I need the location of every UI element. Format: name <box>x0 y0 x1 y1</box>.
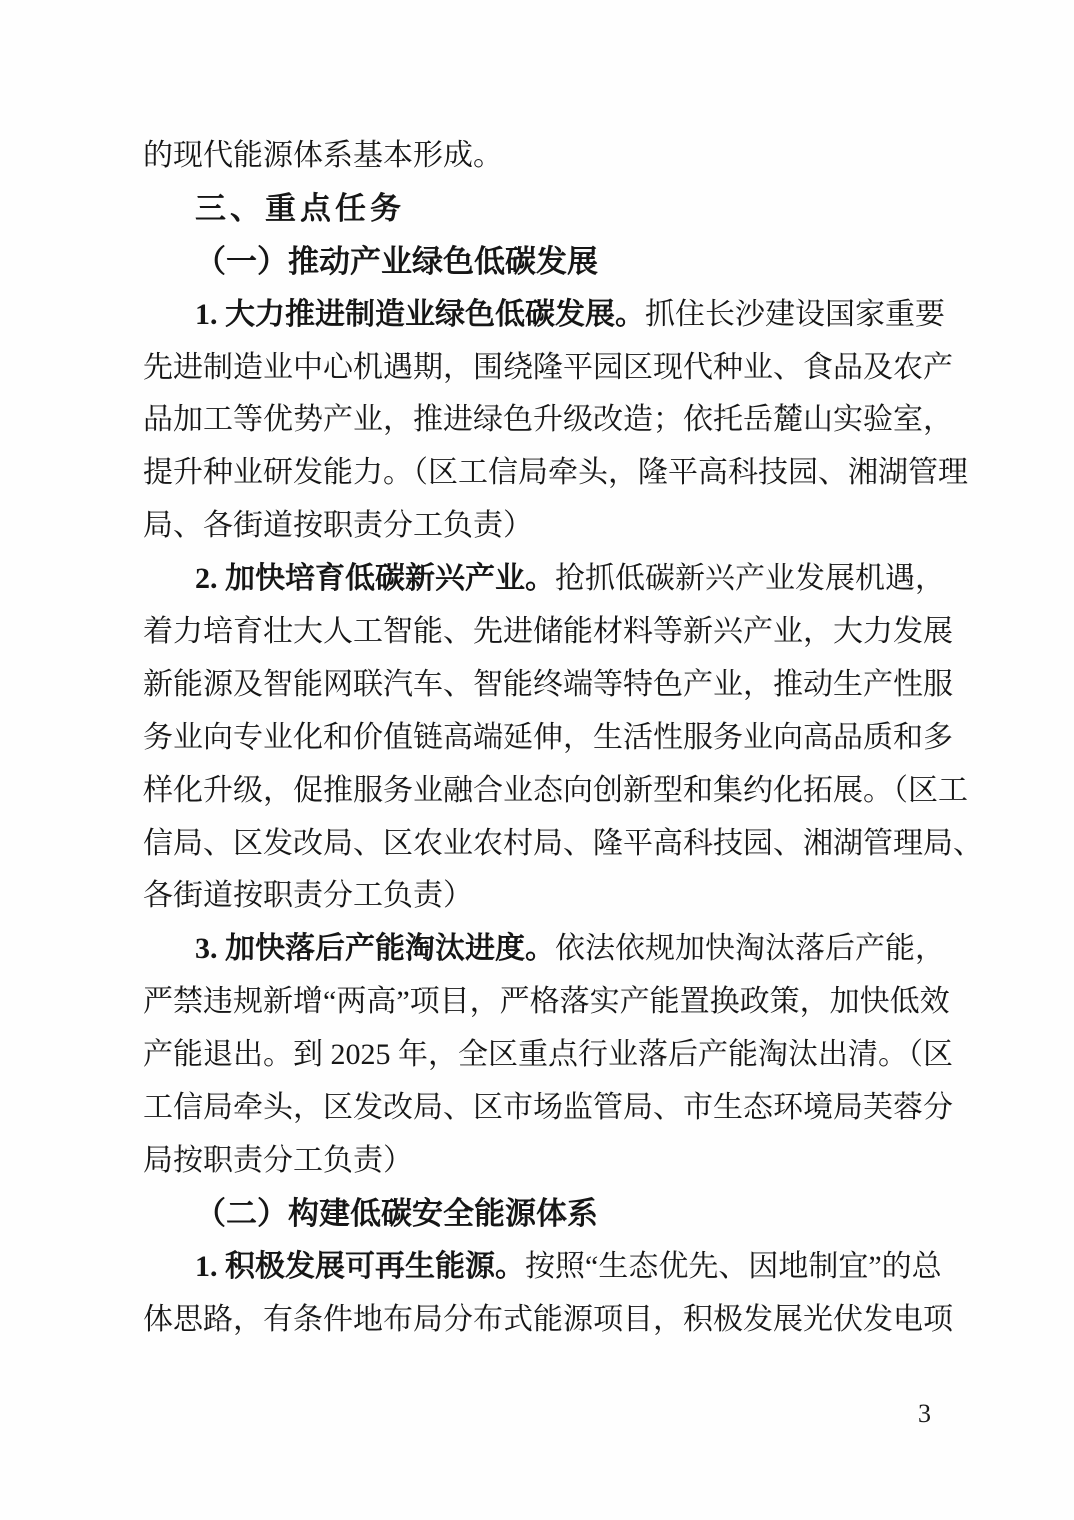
subsection-heading-1 <box>143 236 938 289</box>
text-line <box>143 447 968 500</box>
text-line <box>143 1294 953 1347</box>
text-line <box>143 394 953 447</box>
line-text: 严禁违规新增“两高”项目，严格落实产能置换政策，加快低效 <box>143 985 950 1019</box>
line-text: 品加工等优势产业，推进绿色升级改造；依托岳麓山实验室， <box>143 403 953 437</box>
line-text: 按照“生态优先、因地制宜”的总 <box>525 1249 942 1283</box>
text-line <box>143 342 953 395</box>
line-text: 新能源及智能网联汽车、智能终端等特色产业，推动生产性服 <box>143 667 953 701</box>
text-line <box>143 765 968 818</box>
heading-text: （二）构建低碳安全能源体系 <box>195 1195 598 1231</box>
paragraph-lead: 3. 加快落后产能淘汰进度。 <box>195 932 555 966</box>
line-text: 抓住长沙建设国家重要 <box>645 297 945 331</box>
line-text: 抢抓低碳新兴产业发展机遇， <box>555 562 945 596</box>
text-line <box>143 976 950 1029</box>
text-line <box>143 606 953 659</box>
line-text: 局按职责分工负责） <box>143 1143 413 1177</box>
numbered-paragraph-line <box>143 553 945 606</box>
section-heading <box>143 183 938 236</box>
line-text: 局、各街道按职责分工负责） <box>143 509 533 543</box>
numbered-paragraph-line <box>143 289 945 342</box>
line-text: 先进制造业中心机遇期，围绕隆平园区现代种业、食品及农产 <box>143 350 953 384</box>
subsection-heading-2 <box>143 1188 938 1241</box>
paragraph-lead: 1. 积极发展可再生能源。 <box>195 1249 525 1283</box>
document-body <box>143 130 983 1346</box>
line-text: 工信局牵头，区发改局、区市场监管局、市生态环境局芙蓉分 <box>143 1091 953 1125</box>
heading-text: （一）推动产业绿色低碳发展 <box>195 243 598 279</box>
line-text: 着力培育壮大人工智能、先进储能材料等新兴产业，大力发展 <box>143 615 953 649</box>
paragraph-continuation-line <box>143 130 938 183</box>
line-text: 各街道按职责分工负责） <box>143 879 473 913</box>
text-line <box>143 712 953 765</box>
line-text: 信局、区发改局、区农业农村局、隆平高科技园、湘湖管理局、 <box>143 826 983 860</box>
text-line <box>143 1135 938 1188</box>
line-text: 依法依规加快淘汰落后产能， <box>555 932 945 966</box>
text-line <box>143 1082 953 1135</box>
line-text: 样化升级，促推服务业融合业态向创新型和集约化拓展。（区工 <box>143 773 968 807</box>
line-text: 产能退出。到 2025 年，全区重点行业落后产能淘汰出清。（区 <box>143 1038 953 1072</box>
heading-text: 三、重点任务 <box>195 190 405 226</box>
text-line <box>143 818 983 871</box>
line-text: 的现代能源体系基本形成。 <box>143 139 503 172</box>
numbered-paragraph-line <box>143 1241 942 1294</box>
text-line <box>143 1029 953 1082</box>
line-text: 提升种业研发能力。（区工信局牵头，隆平高科技园、湘湖管理 <box>143 456 968 490</box>
numbered-paragraph-line <box>143 923 945 976</box>
line-text: 体思路，有条件地布局分布式能源项目，积极发展光伏发电项 <box>143 1302 953 1336</box>
text-line <box>143 659 953 712</box>
paragraph-lead: 1. 大力推进制造业绿色低碳发展。 <box>195 297 645 331</box>
text-line <box>143 870 938 923</box>
line-text: 务业向专业化和价值链高端延伸，生活性服务业向高品质和多 <box>143 720 953 754</box>
paragraph-lead: 2. 加快培育低碳新兴产业。 <box>195 562 555 596</box>
text-line <box>143 500 938 553</box>
page-number: 3 <box>918 1399 931 1428</box>
